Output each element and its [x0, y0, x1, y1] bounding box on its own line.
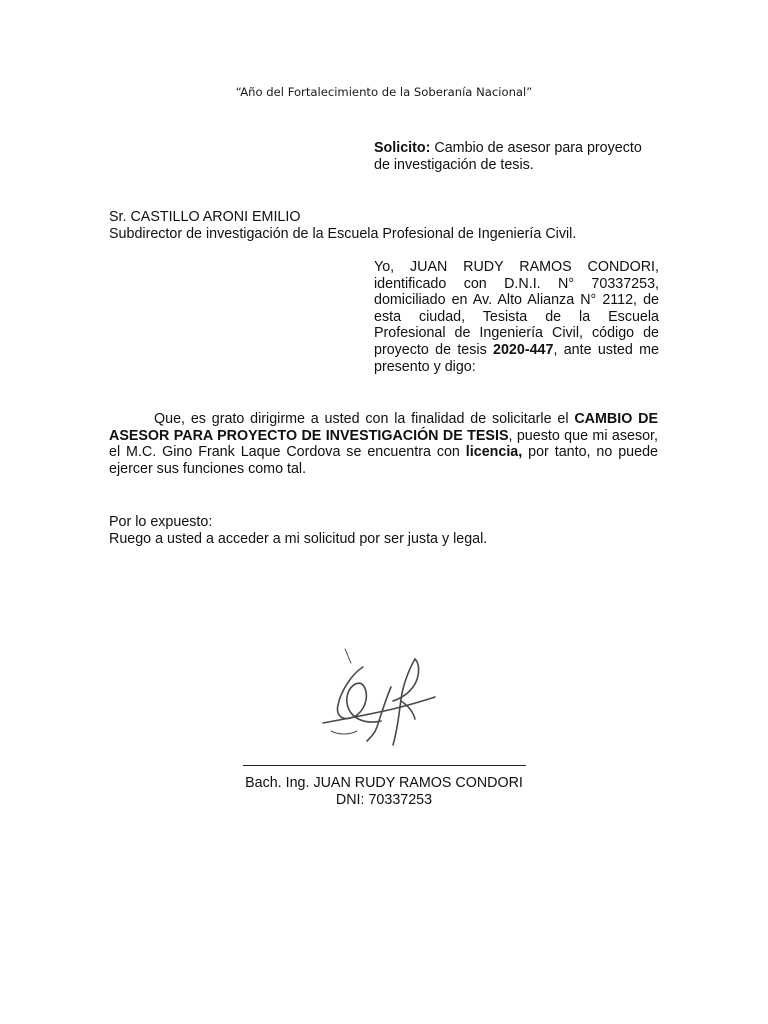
addressee-name: Sr. CASTILLO ARONI EMILIO [109, 209, 301, 225]
signature-line [243, 765, 526, 766]
closing-line-1: Por lo expuesto: [109, 514, 213, 530]
body-text-3: por tanto, no puede ejercer sus funciones como tal. [109, 444, 658, 477]
intro-text: Yo, JUAN RUDY RAMOS CONDORI, identificado con D.N.I. N° 70337253, domiciliado en Av. Alto Alianza N° 2112, de esta ciudad, Tesista de la Escuela Profesional de Ingeniería Civil, código de proyecto de tesis [374, 259, 659, 358]
request-subject [374, 140, 660, 173]
body-text-2: , puesto que mi asesor, el M.C. Gino Frank Laque Cordova se encuentra con [109, 427, 658, 461]
body-bold-license: licencia, [465, 444, 523, 461]
addressee-title: Subdirector de investigación de la Escuela Profesional de Ingeniería Civil. [109, 225, 577, 242]
document-motto: “Año del Fortalecimiento de la Soberanía Nacional” [235, 85, 533, 99]
request-label: Solicito: [374, 140, 431, 156]
handwritten-signature [305, 645, 455, 760]
signature-block [200, 775, 568, 808]
signer-dni: DNI: 70337253 [335, 791, 433, 808]
closing-block [109, 514, 669, 547]
body-text-1: Que, es grato dirigirme a usted con la finalidad de solicitarle el [154, 411, 569, 427]
body-bold-request: CAMBIO DE ASESOR PARA PROYECTO DE INVESTIGACIÓN DE TESIS [109, 411, 659, 444]
request-text: Cambio de asesor para proyecto de investigación de tesis. [374, 140, 642, 173]
signer-name: Bach. Ing. JUAN RUDY RAMOS CONDORI [245, 775, 523, 791]
thesis-code: 2020-447 [493, 341, 554, 358]
intro-ending: , ante usted me presento y digo: [374, 341, 659, 375]
request-body-paragraph [109, 411, 658, 477]
closing-line-2: Ruego a usted a acceder a mi solicitud por ser justa y legal. [109, 530, 488, 547]
petitioner-intro [374, 259, 659, 375]
addressee-block [109, 209, 669, 242]
